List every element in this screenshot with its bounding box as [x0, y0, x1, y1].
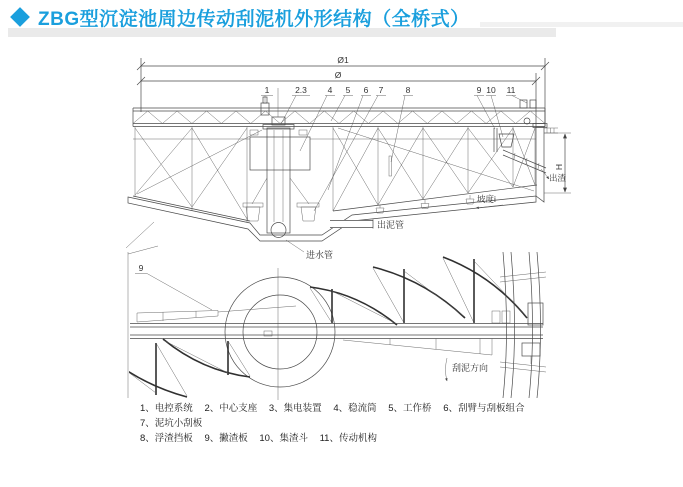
scrape-direction-label: 刮泥方向 — [452, 363, 489, 373]
stilling-well-circles — [225, 277, 335, 387]
dim-inner-label: Ø — [334, 70, 342, 80]
stabilizer-cylinder — [250, 137, 310, 170]
sludge-pipe — [330, 220, 373, 229]
inlet-pipe-label: 进水管 — [306, 250, 334, 260]
svg-text:10: 10 — [486, 85, 496, 95]
scum-trough-plan — [343, 339, 492, 356]
legend-item: 5、工作桥 — [388, 403, 432, 414]
svg-text:9: 9 — [476, 85, 482, 95]
legend-item: 11、传动机构 — [319, 433, 377, 444]
sludge-pipe-label: 出泥管 — [377, 220, 405, 230]
dimension-inner-diameter — [137, 70, 540, 127]
bridge-hangers — [133, 127, 537, 223]
svg-text:7: 7 — [378, 85, 384, 95]
legend-item: 7、泥坑小刮板 — [140, 418, 203, 429]
height-dimension — [544, 133, 571, 193]
legend-item: 4、稳流筒 — [333, 403, 377, 414]
scum-outlet-label: 出渣 — [549, 173, 567, 183]
svg-text:11: 11 — [506, 85, 516, 95]
svg-text:2.3: 2.3 — [295, 85, 307, 95]
tank-wall — [533, 124, 558, 203]
legend-item: 1、电控系统 — [140, 403, 193, 414]
callout-7 — [314, 85, 386, 211]
callout-labels — [261, 85, 527, 211]
svg-text:1: 1 — [264, 85, 270, 95]
svg-text:8: 8 — [405, 85, 411, 95]
legend-item: 8、浮渣挡板 — [140, 433, 193, 444]
scum-baffle — [389, 156, 392, 176]
svg-text:6: 6 — [363, 85, 369, 95]
legend-line-1 — [140, 401, 570, 431]
plan-view — [95, 246, 546, 400]
drive-unit-lower — [522, 343, 540, 356]
rim-equipment — [494, 100, 549, 179]
page-title: ZBG型沉淀池周边传动刮泥机外形结构（全桥式） — [38, 9, 470, 30]
legend-line-2 — [140, 431, 570, 446]
dim-height-label: H — [554, 163, 564, 171]
scraper-blades-lower — [95, 339, 250, 397]
skimmer-board-plan — [137, 306, 296, 322]
svg-text:4: 4 — [327, 85, 333, 95]
plan-drive-units — [492, 303, 543, 364]
scum-discharge-pipe — [503, 150, 546, 173]
plan-bridge — [130, 324, 543, 339]
inlet-pipe-annotation — [286, 240, 333, 260]
dim-outer-label: Ø1 — [337, 55, 349, 65]
legend-item: 10、集渣斗 — [259, 433, 308, 444]
legend-item: 3、集电装置 — [268, 403, 322, 414]
scraper-blades-upper — [310, 257, 527, 325]
cross-section-view — [126, 55, 571, 260]
truss-bridge — [133, 108, 545, 127]
svg-text:5: 5 — [345, 85, 351, 95]
slope-label: 坡度i — [477, 194, 496, 204]
drive-wheel — [524, 118, 530, 124]
plan-callout-9 — [135, 263, 212, 310]
scrape-direction-annotation — [446, 358, 489, 381]
skimmer-plate — [494, 128, 497, 152]
callout-2-3 — [281, 85, 310, 124]
scum-hopper — [499, 134, 514, 147]
parts-legend — [140, 401, 570, 446]
callout-5 — [331, 85, 353, 121]
legend-item: 9、撇渣板 — [204, 433, 248, 444]
pit-scrapers — [243, 178, 319, 221]
floor-break-line — [126, 222, 154, 248]
legend-item: 2、中心支座 — [204, 403, 258, 414]
svg-text:9: 9 — [138, 263, 144, 273]
scraper-blade-arc — [310, 287, 397, 325]
legend-item: 6、刮臂与刮板组合 — [443, 403, 525, 414]
